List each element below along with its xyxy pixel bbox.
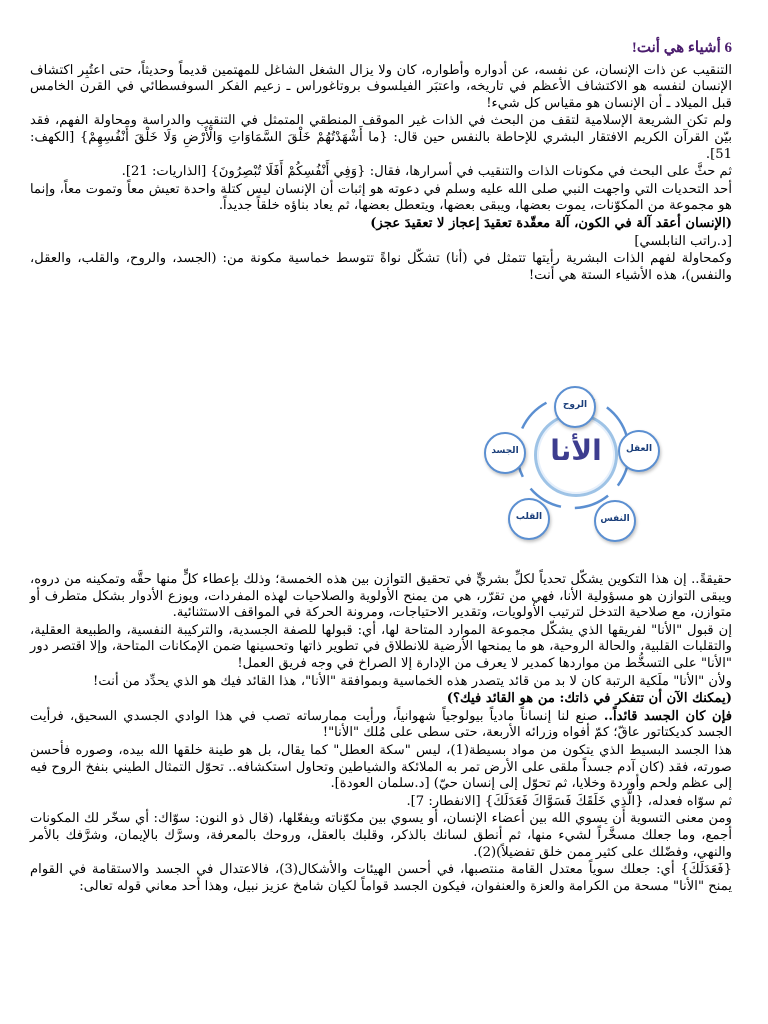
- paragraph-body-leader: [30, 709, 732, 742]
- quote-nabulsi: (الإنسان أعقد آلة في الكون، آلة معقّدة تعقيدَ إعجاز لا تعقيدَ عجز): [370, 215, 732, 231]
- paragraph-balance: حقيقةً.. إن هذا التكوين يشكّل تحدياً لكلِّ بشريٍّ في تحقيق التوازن بين هذه الخمسة؛ وذلك بإعطاء كلٍّ منها حقَّه وتمكينه من دروه، ويبقى التوازن هو مسؤولية الأنا، فهي من تقرّر، هي من يمنح الأولوية والصلاحيات لهذه المفردات، ويوزع الأدوار بشكل متطرف أو متوازن، مع صلاحية التدخل لترتيب الأولويات، وتقدير الاحتياجات، ومرونة الحركة في المواقف الاستثنائية.: [30, 572, 732, 621]
- node-mind: [618, 430, 660, 472]
- paragraph-intro: التنقيب عن ذات الإنسان، عن نفسه، عن أدواره وأطواره، كان ولا يزال الشغل الشاغل للمهتمين قديماً وحديثاً، حتى اعتُبِر اكتشاف الإنسان لنفسه هو الاكتشاف الأعظم في تاريخه، واعتبَر الفيلسوف بروتاغوراس ـ زعيم الفكر السوفسطائي في القرن الخامس قبل الميلاد ـ أن الإنسان هو مقياس كل شيء!: [30, 62, 732, 111]
- paragraph-challenges: أحد التحديات التي واجهت النبي صلى الله عليه وسلم في دعوته هو إثبات أن الإنسان ليس كتلة واحدة تعيش معاً وتموت معاً، وإنما هو مجموعة من المكوّنات، يموت بعضها، ويبقى بعضها، ويتعطل بعضها، ثم يعاد بناؤه خلقاً جديداً.: [30, 181, 732, 214]
- node-body-label: الجسد: [491, 446, 519, 456]
- paragraph-acceptance: إن قبول "الأنا" لفريقها الذي يشكّل مجموعة الموارد المتاحة لها، أي: قبولها للصفة الجسدية، والتركيبة النفسية، والطبيعة العقلية، والتقلبات القلبية، والحالة الروحية، هو ما يمنحها الأرضية للانطلاق في تطوير ذاتها وتحسينها ضمن الإمكانات المتاحة، وإلا اقتصر دور "الأنا" على التسخُّط من مواردها كمدير لا يعرف من الإدارة إلا الصراخ في وجه فريق العمل!: [30, 622, 732, 671]
- node-heart-label: القلب: [515, 512, 543, 522]
- paragraph-sharia: ولم تكن الشريعة الإسلامية لتقف من البحث في الذات غير الموقف المنطقي المتمثل في التنقيب والدراسة ومحاولة الفهم، فقد بيّن القرآن الكريم الافتقار البشري للإحاطة بالنفس حين قال: {ما أَشْهَدْتُهُمْ خَلْقَ السَّمَاوَاتِ وَالْأَرْضِ وَلَا خَلْقَ أَنْفُسِهِمْ} [الكهف: 51].: [30, 113, 732, 162]
- bottom-text-section: [30, 572, 732, 896]
- center-label: الأنا: [550, 434, 602, 467]
- paragraph-quran-verse: ثم حثَّ على البحث في مكونات الذات والتنقيب في أسرارها، فقال: {وَفِي أَنْفُسِكُمْ أَفَلَا تُبْصِرُونَ} [الذاريات: 21].: [121, 164, 732, 180]
- self-components-diagram: [478, 388, 718, 548]
- top-text-section: [30, 40, 732, 285]
- node-body: [484, 432, 526, 474]
- node-self: [594, 500, 636, 542]
- node-spirit: [554, 386, 596, 428]
- paragraph-leader: ولأن "الأنا" ملَكية الرتبة كان لا بد من قائد يتصدر هذه الخماسية وبموافقة "الأنا"، هذا القائد فيك هو الذي يحدِّد من أنت!: [93, 673, 732, 689]
- node-self-label: النفس: [600, 514, 630, 524]
- paragraph-adl: {فَعَدَلَكَ} أي: جعلك سوياً معتدل القامة منتصبها، في أحسن الهيئات والأشكال(3)، فالاعتدال في الجسد والاستقامة في القوام يمنح "الأنا" مسحة من الكرامة والعزة والعنفوان، فيكون الجسد قواماً لكيان شامخ عزيز نبيل، وهذا أحد معاني قوله تعالى:: [30, 862, 732, 894]
- node-mind-label: العقل: [625, 444, 653, 454]
- reflection-question: (يمكنك الآن أن تتفكر في ذاتك: من هو القائد فيك؟): [446, 691, 732, 707]
- paragraph-tasswiya: ومن معنى التسوية أن يسوي الله بين أعضاء الإنسان، أو يسوي بين مكوّناته ويفعّلها، (قال ذو النون: سوّاك: أي سخّر لك المكونات أجمع، وما جعلك مسخَّراً لشيء منها، ثم أنطق لسانك بالذكر، وقلبك بالعقل، وروحك بالمعرفة، وسرَّك بالإيمان، وشرَّفك بالأمر والنهي، وفضّلك على كثير ممن خلق تفضيلاً)(2).: [30, 811, 732, 860]
- quote-reference: [د.راتب النابلسي]: [634, 233, 732, 249]
- paragraph-verse-infitar: ثم سوّاه فعدله، {الَّذِي خَلَقَكَ فَسَوَّاكَ فَعَدَلَكَ} [الانفطار: 7].: [406, 793, 732, 809]
- body-leader-lead: فإن كان الجسد قائداً..: [603, 708, 732, 724]
- node-heart: [508, 498, 550, 540]
- page-title: 6 أشياء هي أنت!: [631, 40, 732, 56]
- node-spirit-label: الروح: [562, 400, 588, 410]
- paragraph-components: وكمحاولة لفهم الذات البشرية رأيتها تتمثل في (أنا) تشكّل نواةً تتوسط خماسية مكونة من: (الجسد، والروح، والقلب، والعقل، والنفس)، هذه الأشياء الستة هي أنت!: [30, 251, 732, 283]
- paragraph-simple-body: هذا الجسد البسيط الذي يتكون من مواد بسيطة(1)، ليس "سكة العطل" كما يقال، بل هو طينة خلقها الله بيده، وصوره فأحسن صورته، فقد (كان آدم جسداً ملقى على الأرض تمر به الملائكة والشياطين وتحاول استكشافه.. تحوّل التمثال الطيني بنفخ الروح فيه إلى عظم ولحم وأوردة وخلايا، ثم تحوّل إلى إنسان حيّ) [د.سلمان العودة].: [30, 742, 732, 792]
- body-leader-text: صنع لنا إنساناً مادياً بيولوجياً شهوانياً، ورأيت ممارساته تصب في هذا الوادي الجسدي السحيق، فرأيت الجسد كديكتاتور عاقّ؛ كمّ أفواه وزرائه الأربعة، حتى سطى على مُلك "الأنا"!: [30, 708, 732, 741]
